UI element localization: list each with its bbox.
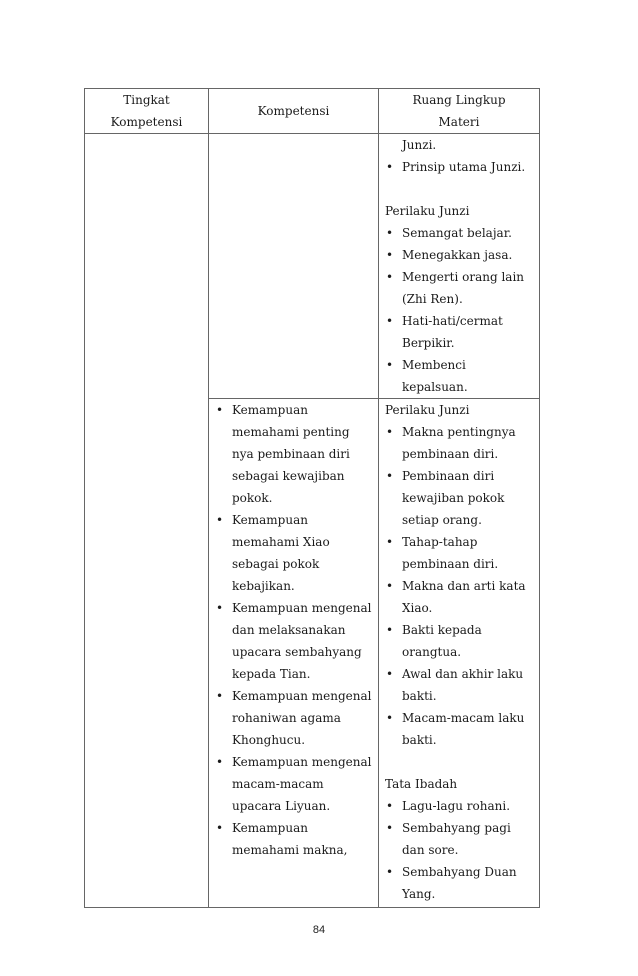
header-col3-line1: Ruang Lingkup — [412, 93, 506, 107]
materi-cell — [379, 399, 540, 908]
list-item: • Kemampuan memahami Xiao sebagai pokok kebajikan. — [215, 509, 374, 597]
list-item: • Bakti kepada orangtua. — [385, 619, 535, 663]
list-item: • Awal dan akhir laku bakti. — [385, 663, 535, 707]
list-item: • Menegakkan jasa. — [385, 244, 535, 266]
kompetensi-cell — [209, 399, 379, 908]
list-item: • Hati-hati/cermat Berpikir. — [385, 310, 535, 354]
list-item: • Semangat belajar. — [385, 222, 535, 244]
materi-list — [385, 222, 535, 398]
page-number: 84 — [312, 924, 326, 936]
kompetensi-list — [215, 399, 374, 861]
header-col1-line2: Kompetensi — [110, 115, 183, 129]
tingkat-cell — [85, 134, 209, 908]
list-item: • Pembinaan diri kewajiban pokok setiap orang. — [385, 465, 535, 531]
list-item: • Kemampuan memahami penting nya pembinaan diri sebagai kewajiban pokok. — [215, 399, 374, 509]
materi-list — [385, 421, 535, 751]
list-item: • Prinsip utama Junzi. — [385, 156, 535, 178]
list-item: • Sembahyang Duan Yang. — [385, 861, 535, 905]
header-tingkat-kompetensi — [85, 89, 209, 134]
list-item: • Macam-macam laku bakti. — [385, 707, 535, 751]
list-item: • Lagu-lagu rohani. — [385, 795, 535, 817]
section-heading: Perilaku Junzi — [385, 204, 470, 218]
header-kompetensi — [209, 89, 379, 134]
list-item: • Kemampuan memahami makna, — [215, 817, 374, 861]
competency-table — [84, 88, 540, 908]
header-ruang-lingkup-materi — [379, 89, 540, 134]
list-item: • Tahap-tahap pembinaan diri. — [385, 531, 535, 575]
list-item: • Mengerti orang lain (Zhi Ren). — [385, 266, 535, 310]
kompetensi-cell — [209, 134, 379, 399]
materi-list — [385, 795, 535, 905]
table-header-row — [85, 89, 540, 134]
materi-cell — [379, 134, 540, 399]
section-heading: Tata Ibadah — [385, 777, 458, 791]
list-item: • Makna dan arti kata Xiao. — [385, 575, 535, 619]
list-item: • Membenci kepalsuan. — [385, 354, 535, 398]
header-col3-line2: Materi — [438, 115, 480, 129]
header-col2: Kompetensi — [257, 104, 330, 118]
section-heading: Perilaku Junzi — [385, 403, 470, 417]
materi-list — [385, 156, 535, 178]
list-item: • Kemampuan mengenal dan melaksanakan upacara sembahyang kepada Tian. — [215, 597, 374, 685]
list-item: • Kemampuan mengenal rohaniwan agama Khonghucu. — [215, 685, 374, 751]
list-item: • Kemampuan mengenal macam-macam upacara Liyuan. — [215, 751, 374, 817]
list-item: • Makna pentingnya pembinaan diri. — [385, 421, 535, 465]
list-item: • Sembahyang pagi dan sore. — [385, 817, 535, 861]
continued-text: Junzi. — [402, 138, 437, 152]
table-row — [85, 134, 540, 399]
header-col1-line1: Tingkat — [123, 93, 170, 107]
